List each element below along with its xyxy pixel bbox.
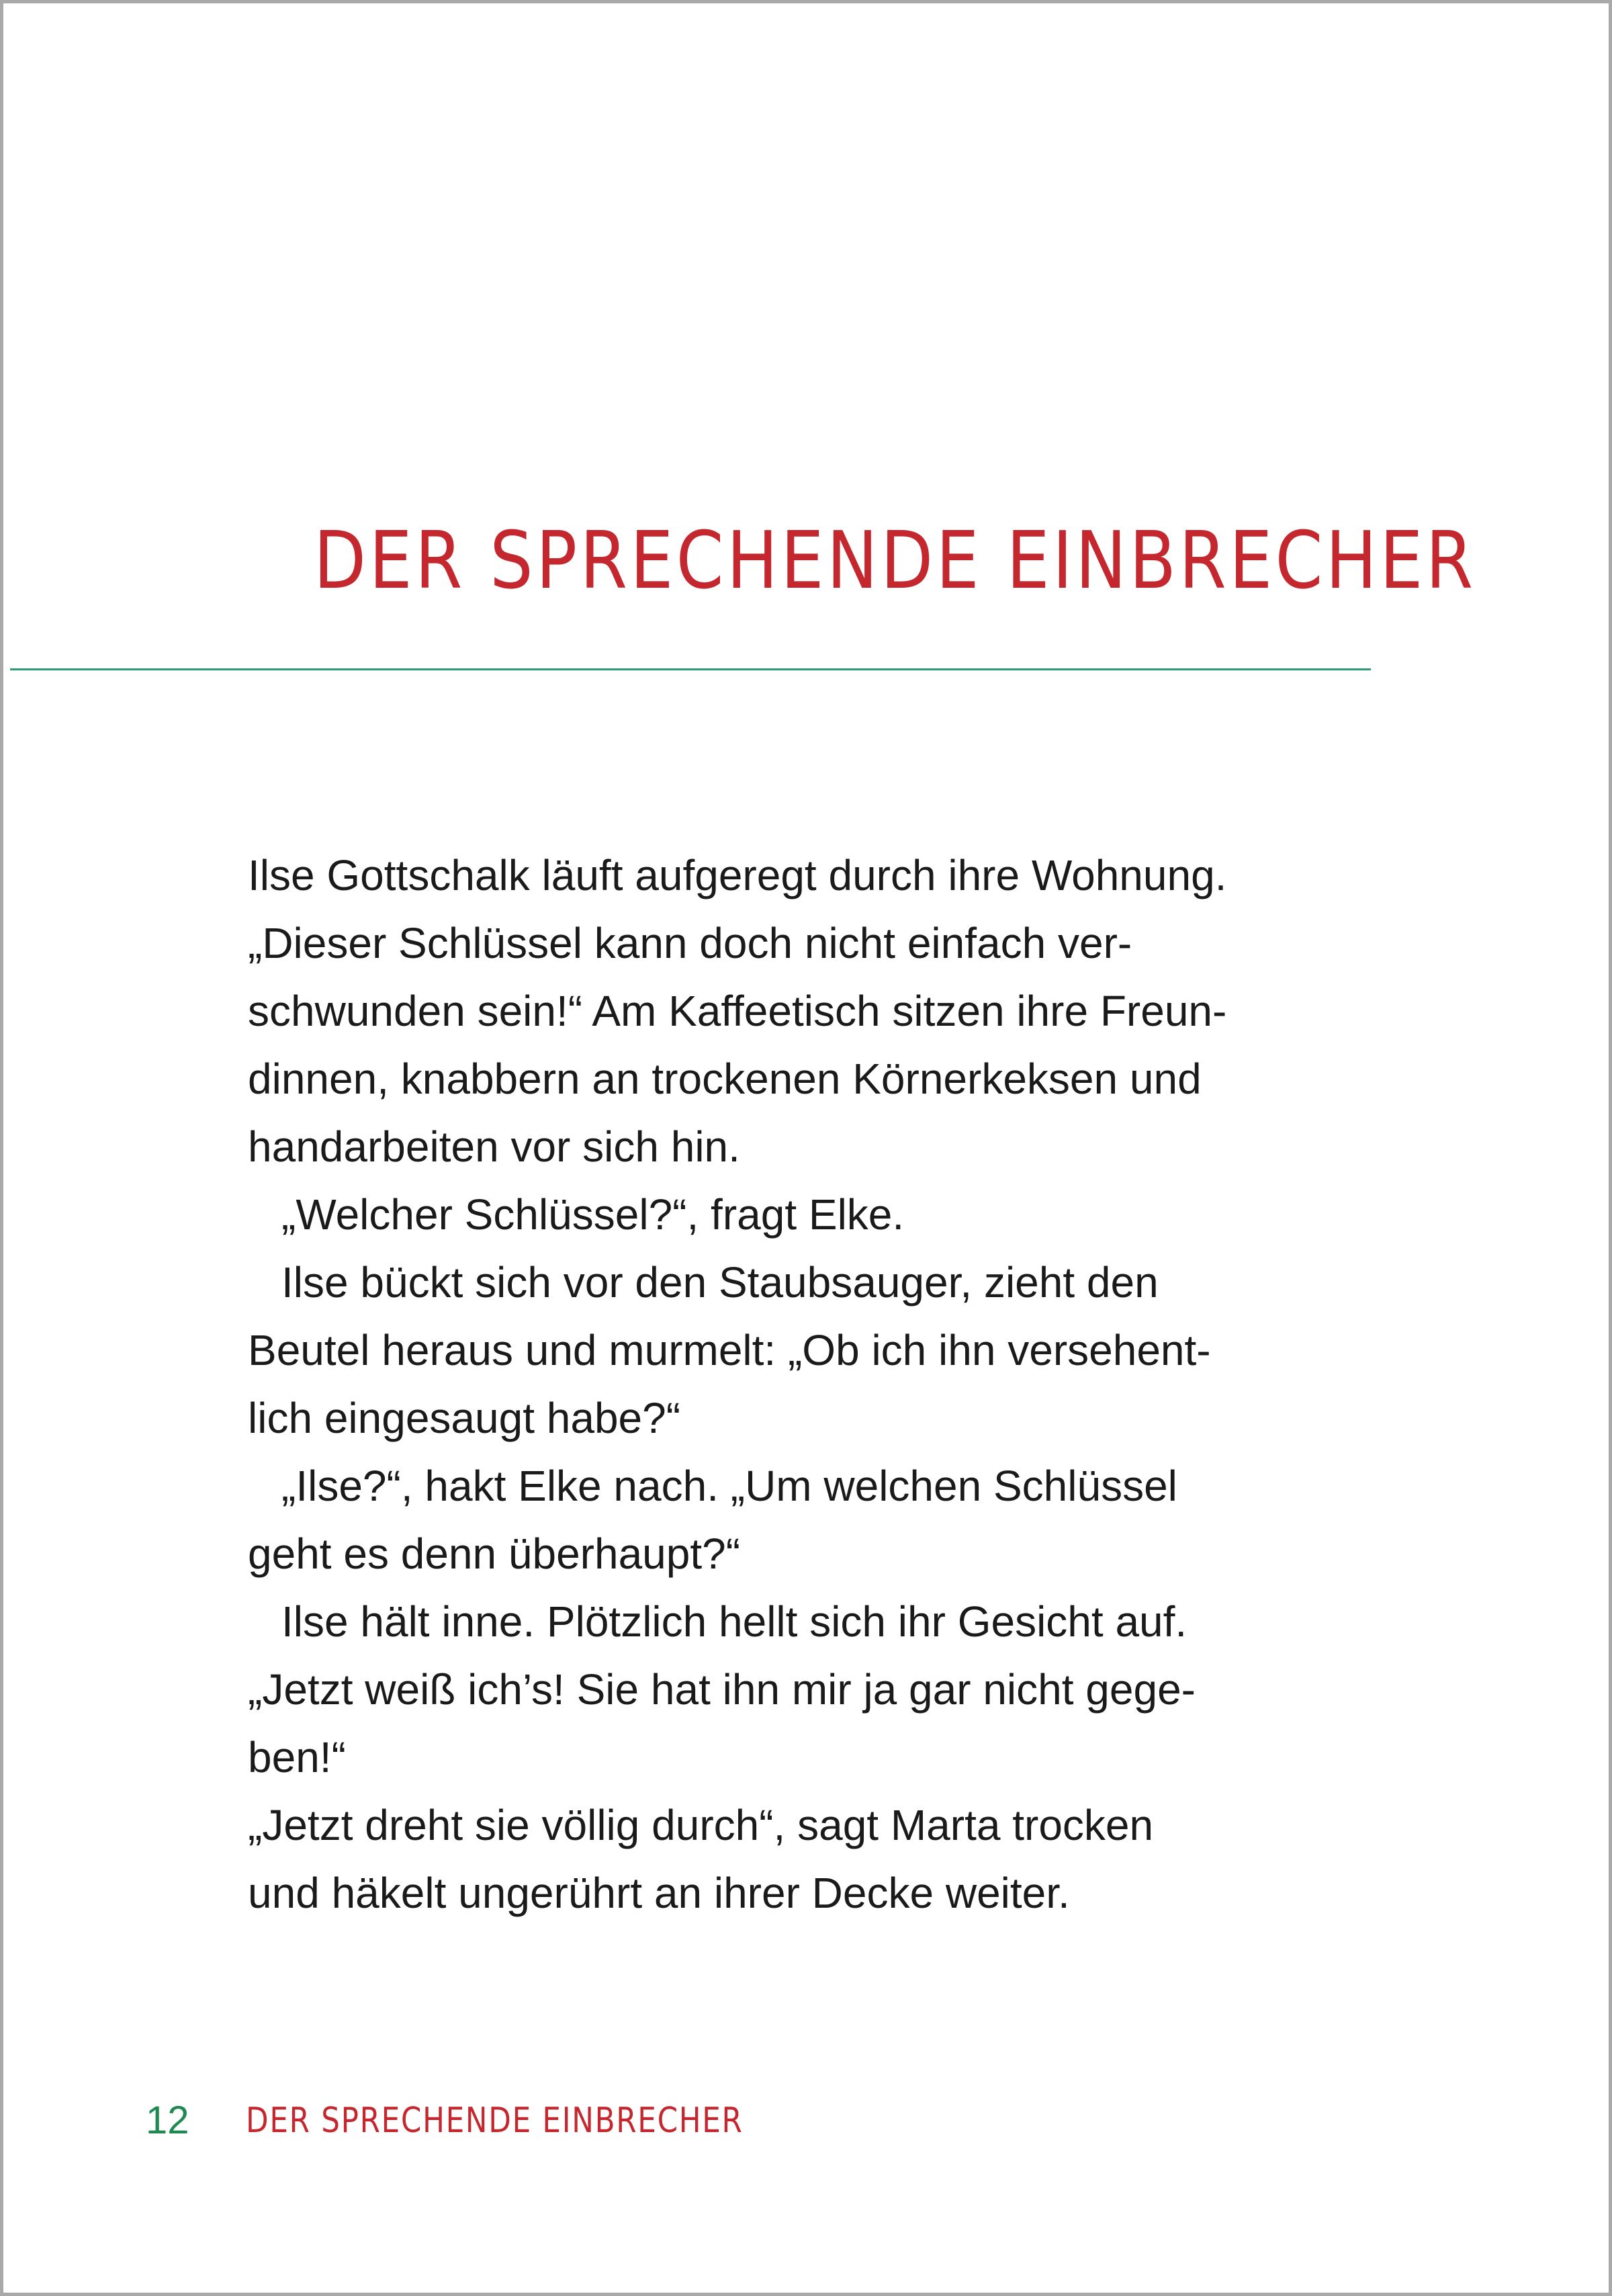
page-footer [146,2098,838,2152]
text-line: handarbeiten vor sich hin. [248,1122,740,1171]
title-divider [10,668,1371,670]
text-line: Ilse Gottschalk läuft aufgeregt durch ihre Wohnung. [248,851,1227,899]
text-line: Ilse hält inne. Plötzlich hellt sich ihr Gesicht auf. [281,1597,1188,1646]
text-line: ben!“ [248,1733,346,1781]
text-line: Beutel heraus und murmelt: „Ob ich ihn versehent- [248,1326,1211,1374]
text-line: „Jetzt weiß ich’s! Sie hat ihn mir ja gar nicht gege- [248,1665,1196,1714]
text-line: lich eingesaugt habe?“ [248,1394,681,1442]
body-text [248,842,1363,1927]
text-line: und häkelt ungerührt an ihrer Decke weiter. [248,1869,1070,1917]
text-line: schwunden sein!“ Am Kaffeetisch sitzen ihre Freun- [248,987,1227,1035]
text-line: Ilse bückt sich vor den Staubsauger, zieht den [281,1258,1159,1307]
text-line: „Dieser Schlüssel kann doch nicht einfach ver- [248,919,1132,967]
text-line: dinnen, knabbern an trockenen Körnerkeksen und [248,1055,1202,1103]
chapter-title: DER SPRECHENDE EINBRECHER [314,514,1476,607]
text-line: geht es denn überhaupt?“ [248,1530,741,1578]
page-number: 12 [146,2099,189,2142]
text-line: „Jetzt dreht sie völlig durch“, sagt Marta trocken [248,1801,1154,1849]
text-line: „Ilse?“, hakt Elke nach. „Um welchen Schlüssel [281,1462,1177,1510]
text-line: „Welcher Schlüssel?“, fragt Elke. [281,1190,905,1239]
running-title: DER SPRECHENDE EINBRECHER [245,2100,744,2141]
